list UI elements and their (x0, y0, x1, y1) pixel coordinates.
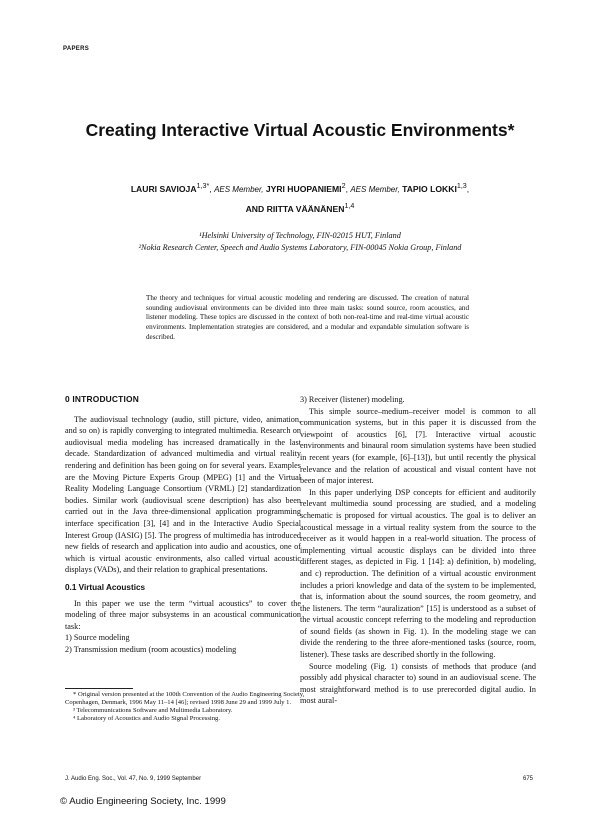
author-name: TAPIO LOKKI (402, 183, 457, 194)
paragraph: This simple source–medium–receiver model is common to all communication systems, but in this paper it is discussed from the viewpoint of acoustics [6], [7]. Interactive virtual acoustic environments and binaural room simulation systems have been studied in recent years (for example, [6]–[13]), but until recently the physical relevance and the relation of acoustical and visual content have not been of major interest. (300, 406, 536, 486)
author-superscript: 1,3 (456, 182, 467, 190)
author-list (40, 178, 560, 218)
page-number: 675 (523, 776, 534, 782)
paragraph: The audiovisual technology (audio, still picture, video, animation, and so on) is rapidly converging to integrated multimedia. Research on audiovisual media modeling has increased dramatically in the last decade. Standardization of advanced multimedia and virtual reality rendering and definition has been going on for several years. Examples are the Moving Picture Experts Group (MPEG) [1] and the Virtual Reality Modeling Language Consortium (VRML) [2] standardization bodies. Similar work (audiovisual scene description) has also been carried out in the Java three-dimensional application programming interface specification [3], [4] and in the Interactive Audio Special Interest Group (IASIG) [5]. The progress of multimedia has introduced new fields of research and application into audio and acoustics, one of which is virtual acoustic environments, also called virtual acoustic displays (VADs), and their relation to graphical presentations. (65, 414, 301, 575)
list-item: 1) Source modeling (65, 633, 130, 643)
journal-citation: J. Audio Eng. Soc., Vol. 47, No. 9, 1999 September (65, 776, 202, 782)
author-superscript: 1,4 (344, 201, 355, 210)
author-name: JYRI HUOPANIEMI (265, 183, 342, 194)
author-membership: AES Member, (214, 184, 264, 194)
author-membership: AES Member, (350, 184, 400, 194)
affiliations (40, 230, 560, 254)
footnote-divider (65, 688, 133, 689)
paragraph: Source modeling (Fig. 1) consists of methods that produce (and possibly add physical character to) sound in an audiovisual scene. The most straightforward method is to use prerecorded digital audio. In most aural- (300, 661, 536, 706)
author-conjunction: AND (245, 203, 265, 214)
footnotes (65, 691, 305, 723)
paragraph: In this paper underlying DSP concepts for efficient and auditorily relevant multimedia sound processing are studied, and a modeling schematic is proposed for virtual acoustics. The goal is to deliver an acoustical message in a virtual reality system from the source to the receiver as it would happen in a real-world situation. The process of implementing virtual acoustic displays can be divided into three different stages, as depicted in Fig. 1 [14]: a) definition, b) modeling, and c) reproduction. The definition of a virtual acoustic environment includes a priori knowledge and data of the system to be implemented, that is, information about the sound sources, the room geometry, and the listeners. The term “auralization” [15] is understood as a subset of the virtual acoustic concept referring to the modeling and reproduction of sound fields (as shown in Fig. 1). In the modeling stage we can divide the rendering to the three afore-mentioned tasks (source, room, listener). These tasks are described shortly in the following. (300, 487, 536, 660)
author-line-1: LAURI $SAVIOJA^{1,3*}$, AES Member, JYRI HUOPANIEMI$^2$, AES Member, TAPIO LOKKI$^{1,3}$, (130, 182, 470, 194)
paragraph: In this paper we use the term “virtual acoustics” to cover the modeling of three major subsystems in an acoustical communication task: (65, 598, 301, 631)
section-heading: 0 INTRODUCTION (65, 394, 139, 404)
affiliation-1: ¹Helsinki University of Technology, FIN-02015 HUT, Finland (199, 231, 401, 240)
author-name: RIITTA VÄÄNÄNEN (266, 203, 345, 214)
list-item: 3) Receiver (listener) modeling. (300, 395, 405, 404)
list-item: 2) Transmission medium (room acoustics) modeling (65, 644, 237, 654)
left-column (65, 394, 301, 655)
footnote: * Original version presented at the 100th Convention of the Audio Engineering Society, Copenhagen, Denmark, 1996 May 11–14 [46]; revised 1998 June 29 and 1999 July 1. (65, 691, 305, 706)
abstract: The theory and techniques for virtual acoustic modeling and rendering are discussed. The creation of natural sounding audiovisual environments can be divided into three main tasks: sound source, room acoustics, and listener modeling. These topics are discussed in the context of both non-real-time and real-time virtual acoustic environments. Implementation strategies are considered, and a modular and expandable simulation software is described. (146, 294, 469, 341)
right-column (300, 394, 536, 707)
subsection-heading: 0.1 Virtual Acoustics (65, 582, 146, 592)
author-superscript: 1,3* (196, 182, 210, 190)
footnote: ⁴ Laboratory of Acoustics and Audio Signal Processing. (73, 715, 220, 722)
footnote: ³ Telecommunications Software and Multimedia Laboratory. (73, 707, 233, 714)
paper-title: Creating Interactive Virtual Acoustic Environments* (85, 120, 515, 140)
copyright-notice: © Audio Engineering Society, Inc. 1999 (60, 796, 226, 807)
author-name: LAURI SAVIOJA (130, 183, 197, 194)
running-head: PAPERS (63, 46, 90, 52)
author-line-2 (40, 198, 560, 218)
author-superscript: 2 (341, 182, 346, 190)
affiliation-2: ²Nokia Research Center, Speech and Audio Systems Laboratory, FIN-00045 Nokia Group, Finland (138, 243, 462, 252)
